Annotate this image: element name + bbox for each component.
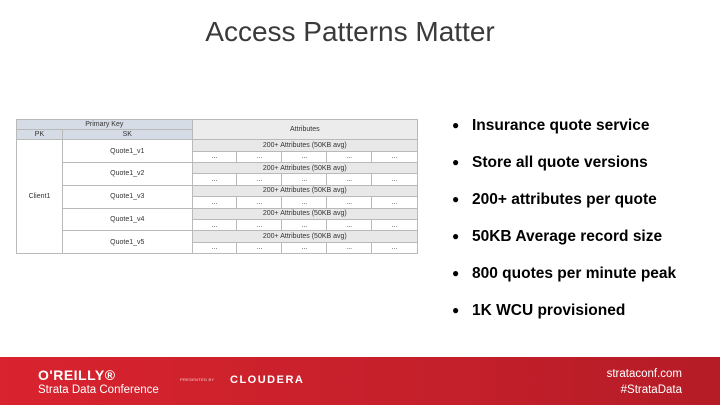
bullet-dot-icon: ●: [452, 229, 460, 243]
attribute-cell: ...: [237, 197, 282, 208]
attribute-cell: ...: [372, 151, 418, 162]
attribute-label: 200+ Attributes (50KB avg): [192, 208, 417, 219]
attribute-cell: ...: [237, 242, 282, 253]
sort-key-cell: Quote1_v4: [62, 208, 192, 231]
bullet-text: 200+ attributes per quote: [472, 191, 657, 208]
attribute-cell: ...: [372, 219, 418, 230]
attribute-cell: ...: [327, 219, 372, 230]
footer-bar: [0, 357, 720, 405]
attribute-label: 200+ Attributes (50KB avg): [192, 163, 417, 174]
attribute-cell: ...: [282, 151, 327, 162]
bullet-item: [452, 150, 712, 187]
bullet-dot-icon: ●: [452, 192, 460, 206]
attribute-cell: ...: [327, 242, 372, 253]
bullet-text: Store all quote versions: [472, 154, 648, 171]
bullet-item: [452, 298, 712, 335]
slide-title: Access Patterns Matter: [205, 16, 495, 47]
bullet-item: [452, 261, 712, 298]
primary-key-header: Primary Key: [17, 120, 193, 130]
bullet-text: 1K WCU provisioned: [472, 302, 626, 319]
attribute-cell: ...: [327, 151, 372, 162]
sort-key-cell: Quote1_v5: [62, 231, 192, 254]
attribute-cell: ...: [282, 197, 327, 208]
pk-header: PK: [17, 130, 63, 140]
attribute-cell: ...: [192, 197, 237, 208]
bullet-list: [452, 113, 712, 335]
sk-header: SK: [62, 130, 192, 140]
attribute-cell: ...: [282, 174, 327, 185]
data-model-table: [16, 119, 418, 254]
bullet-text: 50KB Average record size: [472, 228, 663, 245]
bullet-dot-icon: ●: [452, 303, 460, 317]
bullet-item: [452, 224, 712, 261]
attribute-cell: ...: [237, 219, 282, 230]
bullet-text: 800 quotes per minute peak: [472, 265, 677, 282]
attribute-label: 200+ Attributes (50KB avg): [192, 185, 417, 196]
site-url: strataconf.com: [606, 368, 682, 380]
bullet-dot-icon: ●: [452, 118, 460, 132]
attribute-label: 200+ Attributes (50KB avg): [192, 231, 417, 242]
attribute-cell: ...: [372, 197, 418, 208]
table-grid: [16, 119, 418, 254]
attribute-cell: ...: [237, 174, 282, 185]
bullet-item: [452, 187, 712, 224]
attribute-cell: ...: [192, 174, 237, 185]
attribute-cell: ...: [327, 197, 372, 208]
bullet-dot-icon: ●: [452, 155, 460, 169]
bullet-dot-icon: ●: [452, 266, 460, 280]
attribute-cell: ...: [192, 242, 237, 253]
sort-key-cell: Quote1_v2: [62, 163, 192, 186]
sort-key-cell: Quote1_v3: [62, 185, 192, 208]
attribute-cell: ...: [192, 219, 237, 230]
attribute-cell: ...: [282, 242, 327, 253]
hashtag: #StrataData: [620, 384, 682, 396]
attribute-label: 200+ Attributes (50KB avg): [192, 140, 417, 151]
attribute-cell: ...: [237, 151, 282, 162]
attributes-header: Attributes: [192, 120, 417, 140]
oreilly-logo: O'REILLY®: [38, 367, 116, 383]
attribute-cell: ...: [282, 219, 327, 230]
attribute-cell: ...: [372, 174, 418, 185]
conference-name: Strata Data Conference: [38, 384, 159, 396]
bullet-item: [452, 113, 712, 150]
partition-key-cell: Client1: [17, 140, 63, 254]
attribute-cell: ...: [327, 174, 372, 185]
presented-by-label: PRESENTED BY: [180, 377, 215, 382]
attribute-cell: ...: [372, 242, 418, 253]
attribute-cell: ...: [192, 151, 237, 162]
bullet-text: Insurance quote service: [472, 117, 650, 134]
sort-key-cell: Quote1_v1: [62, 140, 192, 163]
cloudera-logo: CLOUDERA: [230, 374, 305, 386]
